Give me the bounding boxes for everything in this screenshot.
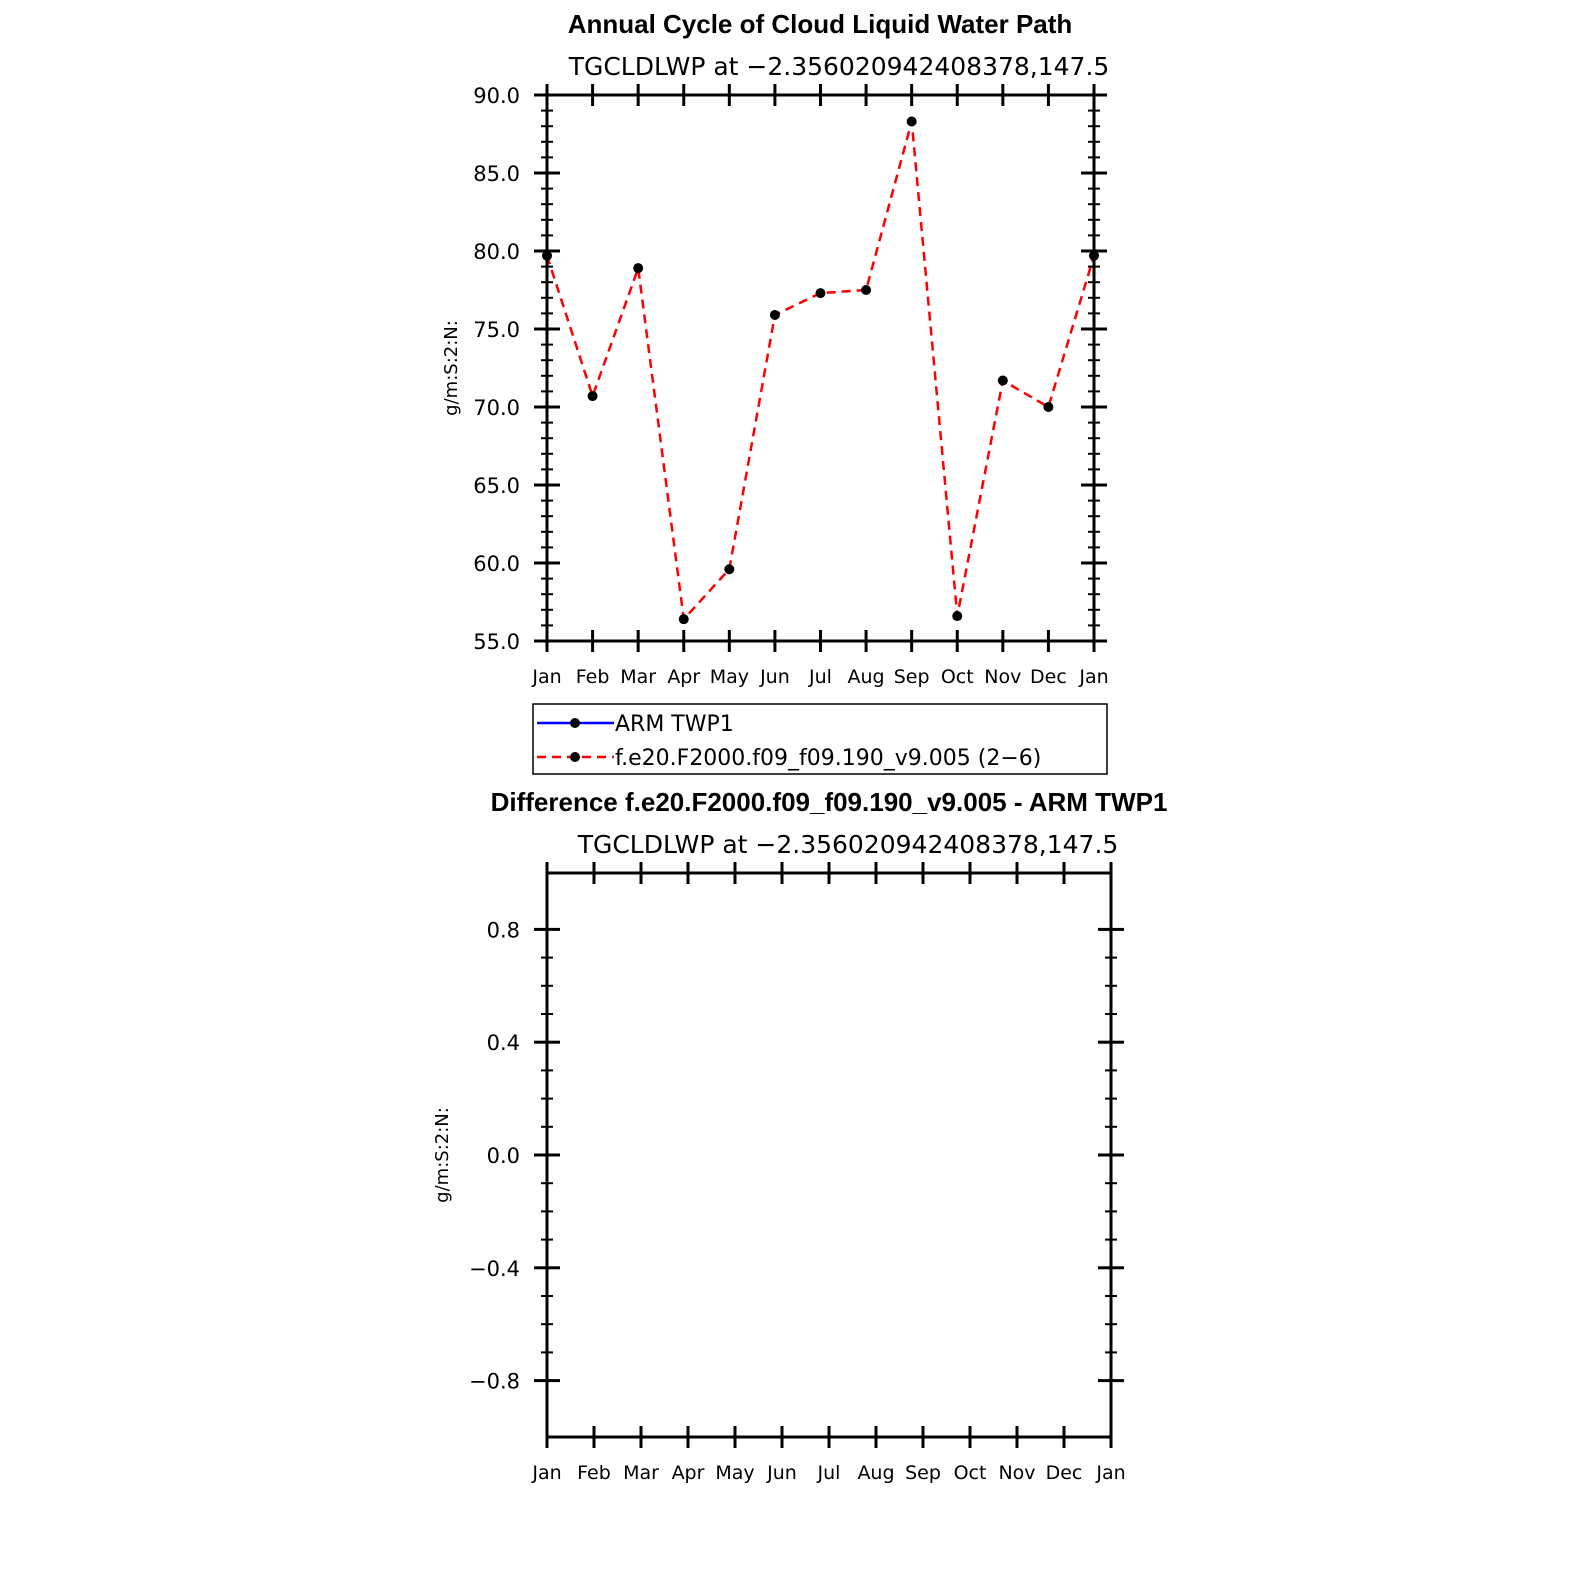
x-tick-label: Oct: [953, 1462, 987, 1484]
legend-model-marker: [570, 752, 580, 762]
chart2-plot-frame: [547, 873, 1111, 1437]
y-tick-label: 0.8: [486, 918, 520, 943]
series-point: [907, 117, 917, 127]
x-tick-label: Feb: [575, 666, 610, 688]
chart1-y-tick-labels: [473, 84, 520, 654]
chart2-ticks: [534, 862, 1124, 1448]
y-tick-label: 85.0: [473, 162, 520, 186]
legend-arm-marker: [570, 718, 580, 728]
x-tick-label: Nov: [984, 666, 1022, 688]
y-tick-label: −0.4: [469, 1256, 520, 1281]
series-point: [770, 310, 780, 320]
x-tick-label: Jun: [760, 666, 790, 688]
chart2-y-tick-labels: [469, 918, 520, 1393]
y-tick-label: 60.0: [473, 552, 520, 576]
series-point: [861, 285, 871, 295]
x-tick-label: May: [709, 666, 749, 688]
y-tick-label: −0.8: [469, 1369, 520, 1394]
y-tick-label: 90.0: [473, 84, 520, 108]
series-point: [998, 375, 1008, 385]
chart1-series: [542, 117, 1099, 625]
chart2-title: Difference f.e20.F2000.f09_f09.190_v9.005 - ARM TWP1: [490, 787, 1168, 817]
series-point: [816, 288, 826, 298]
x-tick-label: Jan: [532, 1462, 562, 1484]
x-tick-label: Oct: [940, 666, 974, 688]
y-tick-label: 80.0: [473, 240, 520, 264]
y-tick-label: 70.0: [473, 396, 520, 420]
chart2-subtitle: TGCLDLWP at −2.356020942408378,147.5: [577, 830, 1119, 859]
x-tick-label: Sep: [905, 1462, 941, 1484]
chart1-title: Annual Cycle of Cloud Liquid Water Path: [567, 9, 1073, 39]
x-tick-label: Aug: [857, 1462, 895, 1484]
chart2-x-tick-labels: [531, 1462, 1125, 1484]
x-tick-label: Aug: [847, 666, 885, 688]
x-tick-label: Mar: [623, 1462, 659, 1484]
x-tick-label: Jan: [1096, 1462, 1126, 1484]
difference-chart: [432, 787, 1167, 1484]
x-tick-label: Apr: [671, 1462, 705, 1484]
chart1-y-axis-label: g/m:S:2:N:: [441, 320, 462, 416]
x-tick-label: Jan: [1079, 666, 1109, 688]
series-point: [633, 263, 643, 273]
x-tick-label: Jan: [532, 666, 562, 688]
chart1-ticks: [534, 84, 1107, 652]
x-tick-label: Jun: [767, 1462, 797, 1484]
y-tick-label: 0.4: [486, 1031, 520, 1056]
x-tick-label: Dec: [1045, 1462, 1083, 1484]
series-point: [1043, 402, 1053, 412]
x-tick-label: Mar: [620, 666, 657, 688]
series-point: [724, 564, 734, 574]
chart1-x-tick-labels: [531, 666, 1108, 688]
x-tick-label: Dec: [1030, 666, 1067, 688]
series-point: [588, 391, 598, 401]
chart1-legend: [533, 704, 1107, 774]
series-point: [952, 611, 962, 621]
chart2-y-axis-label: g/m:S:2:N:: [432, 1107, 453, 1203]
x-tick-label: May: [715, 1462, 755, 1484]
x-tick-label: Nov: [998, 1462, 1036, 1484]
y-tick-label: 0.0: [486, 1144, 520, 1168]
chart1-plot-frame: [547, 95, 1094, 641]
series-line: [547, 122, 1094, 620]
x-tick-label: Jul: [809, 666, 832, 688]
annual-cycle-chart: [441, 9, 1109, 774]
y-tick-label: 55.0: [473, 630, 520, 654]
x-tick-label: Sep: [893, 666, 930, 688]
x-tick-label: Apr: [667, 666, 701, 688]
x-tick-label: Feb: [577, 1462, 611, 1484]
chart1-subtitle: TGCLDLWP at −2.356020942408378,147.5: [568, 52, 1110, 81]
series-point: [679, 614, 689, 624]
y-tick-label: 65.0: [473, 474, 520, 498]
x-tick-label: Jul: [817, 1462, 841, 1484]
legend-arm-label: ARM TWP1: [615, 712, 734, 737]
y-tick-label: 75.0: [473, 318, 520, 342]
legend-model-label: f.e20.F2000.f09_f09.190_v9.005 (2−6): [615, 746, 1042, 771]
